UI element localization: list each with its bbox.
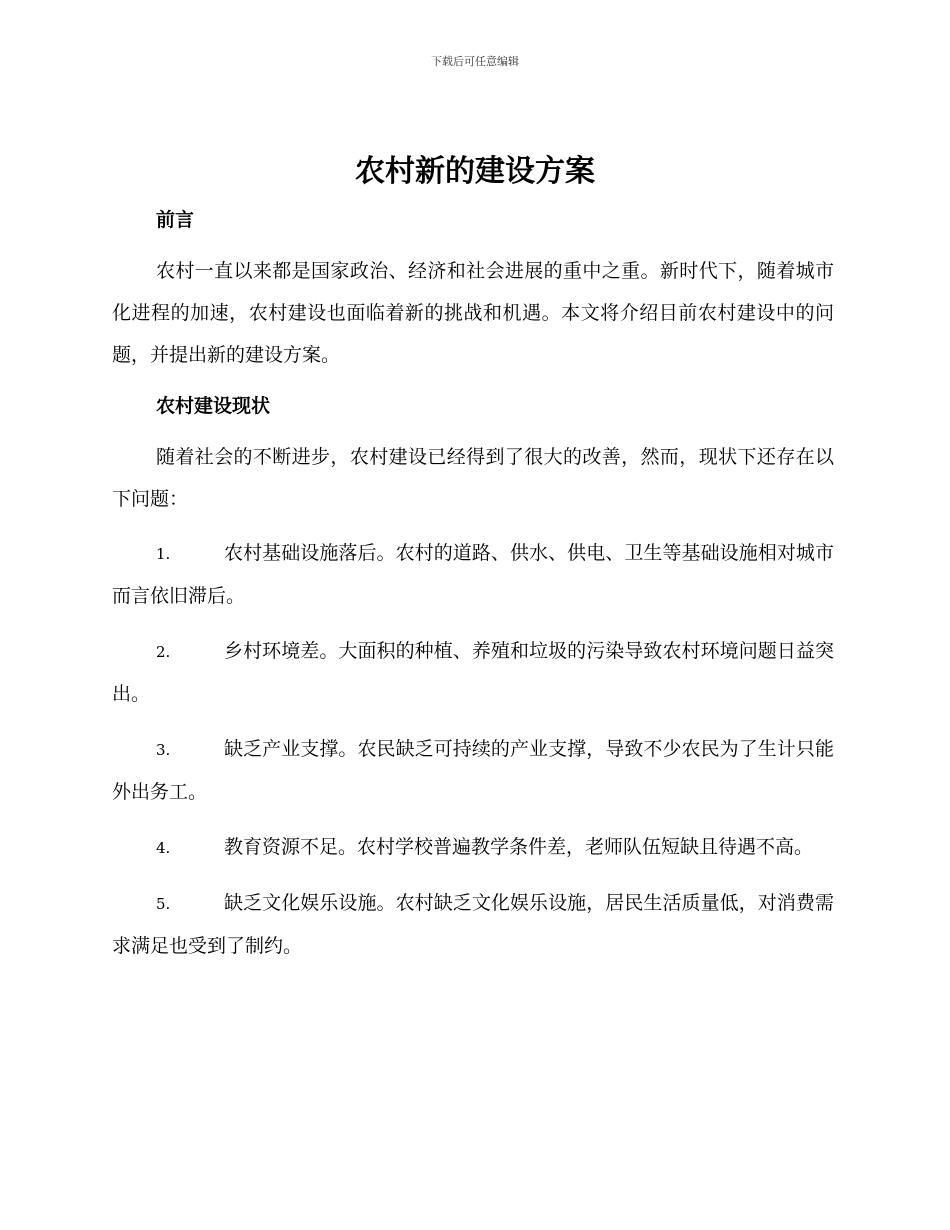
status-intro-paragraph: 随着社会的不断进步，农村建设已经得到了很大的改善，然而，现状下还存在以下问题：: [112, 446, 834, 510]
list-item-number: 1.: [156, 545, 171, 563]
section-heading-status: 农村建设现状: [156, 395, 271, 417]
section-heading-preface: 前言: [156, 209, 195, 231]
list-item-text: 缺乏文化娱乐设施。农村缺乏文化娱乐设施，居民生活质量低，对消费需求满足也受到了制约。: [112, 892, 834, 957]
list-item-text: 农村基础设施落后。农村的道路、供水、供电、卫生等基础设施相对城市而言依旧滞后。: [112, 542, 834, 607]
list-item-number: 2.: [156, 643, 171, 661]
list-item-text: 乡村环境差。大面积的种植、养殖和垃圾的污染导致农村环境问题日益突出。: [112, 640, 834, 705]
list-item: [112, 728, 834, 813]
problem-list: [112, 532, 834, 967]
document-title: 农村新的建设方案: [355, 154, 595, 189]
preface-paragraph: 农村一直以来都是国家政治、经济和社会进展的重中之重。新时代下，随着城市化进程的加速，农村建设也面临着新的挑战和机遇。本文将介绍目前农村建设中的问题，并提出新的建设方案。: [112, 260, 834, 366]
list-item: [112, 630, 834, 715]
header-note: 下载后可任意编辑: [431, 55, 519, 68]
list-item-text: 缺乏产业支撑。农民缺乏可持续的产业支撑，导致不少农民为了生计只能外出务工。: [112, 738, 834, 803]
list-item-number: 4.: [156, 839, 171, 857]
list-item-number: 5.: [156, 895, 171, 913]
document-body: [112, 200, 834, 967]
list-item: [112, 532, 834, 617]
list-item: [112, 826, 834, 869]
list-item: [112, 882, 834, 967]
list-item-number: 3.: [156, 741, 171, 759]
list-item-text: 教育资源不足。农村学校普遍教学条件差，老师队伍短缺且待遇不高。: [224, 836, 814, 858]
